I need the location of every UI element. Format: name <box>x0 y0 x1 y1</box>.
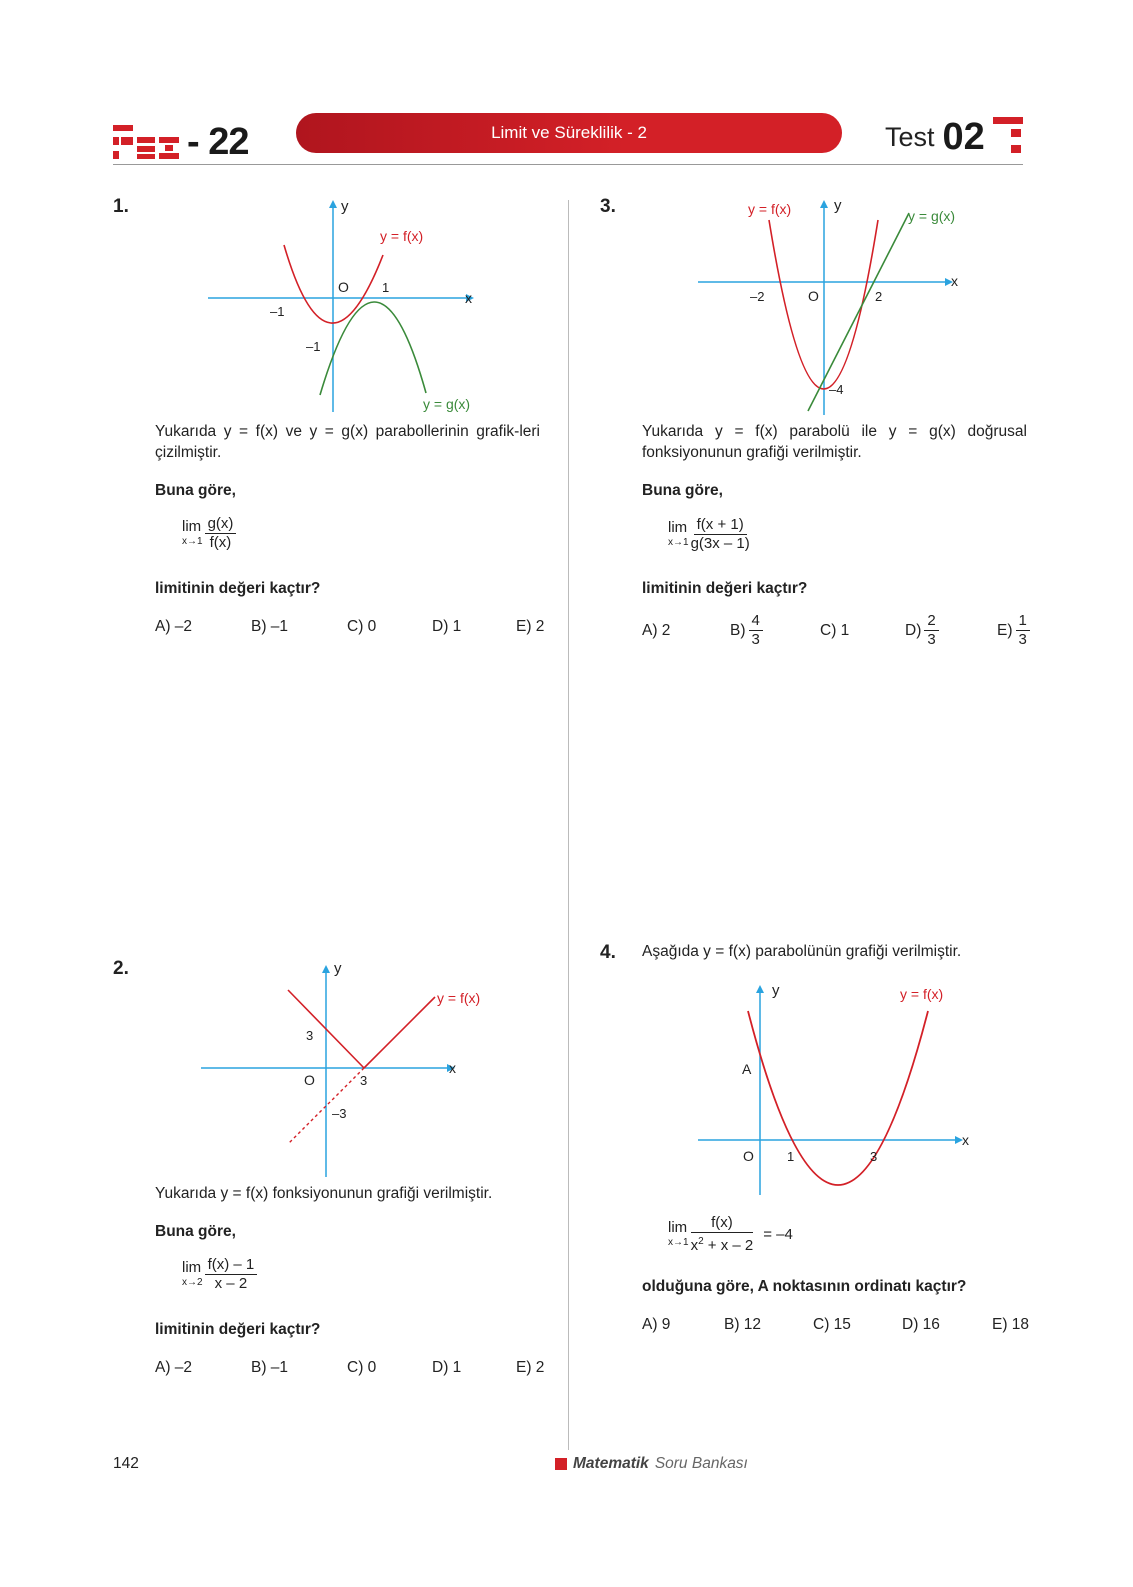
header-divider <box>113 164 1023 165</box>
q1-question: limitinin değeri kaçtır? <box>155 580 321 597</box>
q1-option-b[interactable]: B) –1 <box>251 618 289 635</box>
q4-f-label: y = f(x) <box>900 986 944 1002</box>
q2-number: 2. <box>113 958 129 979</box>
q2-text: Yukarıda y = f(x) fonksiyonunun grafiği verilmiştir. <box>155 1185 493 1202</box>
q4-limit <box>668 1214 793 1255</box>
q3-option-a[interactable]: A) 2 <box>642 621 671 639</box>
q2-option-a[interactable]: A) –2 <box>155 1359 193 1376</box>
test-logo-icon <box>993 115 1023 157</box>
q4-graph <box>690 975 990 1210</box>
q3-option-b-label: B) <box>730 621 746 639</box>
q3-minus-four: –4 <box>829 382 844 397</box>
faz-logo-icon <box>113 121 181 161</box>
q1-lim-num: g(x) <box>205 515 237 534</box>
q4-lim-den-exp: 2 <box>698 1236 704 1247</box>
q2-minus-three: –3 <box>332 1106 347 1121</box>
banner-title: Limit ve Süreklilik - 2 <box>491 123 647 142</box>
q3-lim: lim <box>668 518 688 536</box>
q4-lim-num: f(x) <box>691 1214 753 1233</box>
q1-number: 1. <box>113 196 129 217</box>
brand-rest: Soru Bankası <box>654 1455 748 1472</box>
q3-lim-num: f(x + 1) <box>694 516 747 535</box>
q3-option-d[interactable] <box>905 612 997 649</box>
q4-origin: O <box>743 1148 754 1164</box>
q4-intro: Aşağıda y = f(x) parabolünün grafiği verilmiştir. <box>642 943 962 960</box>
q2-options <box>155 1359 544 1377</box>
faz-logo <box>113 113 248 161</box>
q1-g-label: y = g(x) <box>423 396 471 412</box>
brand-bold: Matematik <box>573 1455 649 1472</box>
q3-f-label: y = f(x) <box>748 201 792 217</box>
q2-graph <box>195 955 495 1185</box>
q3-lim-den: g(3x – 1) <box>690 535 750 552</box>
q4-options <box>642 1316 1029 1334</box>
q2-origin: O <box>304 1072 315 1088</box>
q1-origin: O <box>338 279 349 295</box>
q4-lim-den-rest: + x – 2 <box>703 1237 754 1254</box>
q1-text: Yukarıda y = f(x) ve y = g(x) parabollerinin grafik-leri çizilmiştir. <box>155 423 540 461</box>
q2-x-label: x <box>449 1060 456 1076</box>
q4-option-c[interactable]: C) 15 <box>813 1316 851 1333</box>
q1-x-label: x <box>465 290 472 306</box>
brand-square-icon <box>555 1458 567 1470</box>
q3-option-d-den: 3 <box>927 631 936 648</box>
q4-y-label: y <box>772 982 780 999</box>
q2-lim: lim <box>182 1258 202 1276</box>
q2-three-y: 3 <box>306 1028 314 1043</box>
q3-lim-sub: x→1 <box>668 536 689 548</box>
q4-one: 1 <box>787 1149 795 1164</box>
q2-f-label: y = f(x) <box>437 990 481 1006</box>
q2-option-c[interactable]: C) 0 <box>347 1359 377 1376</box>
q3-option-e-label: E) <box>997 621 1013 639</box>
q2-y-label: y <box>334 960 342 977</box>
q1-option-a[interactable]: A) –2 <box>155 618 193 635</box>
q1-option-c[interactable]: C) 0 <box>347 618 377 635</box>
q4-x-label: x <box>962 1132 969 1148</box>
q3-origin: O <box>808 288 819 304</box>
chapter-banner <box>296 113 842 153</box>
q2-three-x: 3 <box>360 1073 368 1088</box>
q3-text: Yukarıda y = f(x) parabolü ile y = g(x) doğrusal fonksiyonunun grafiği verilmiştir. <box>642 423 1027 461</box>
q3-option-e-den: 3 <box>1018 631 1027 648</box>
q4-a-label: A <box>742 1061 752 1077</box>
q1-f-label: y = f(x) <box>380 228 424 244</box>
q4-option-b[interactable]: B) 12 <box>724 1316 762 1333</box>
q3-x-label: x <box>951 273 958 289</box>
q3-option-d-label: D) <box>905 621 922 639</box>
q2-lim-num: f(x) – 1 <box>205 1256 258 1275</box>
q4-option-d[interactable]: D) 16 <box>902 1316 940 1333</box>
q2-option-e[interactable]: E) 2 <box>516 1359 545 1376</box>
q2-lim-sub: x→2 <box>182 1276 203 1288</box>
q2-limit <box>182 1256 257 1293</box>
q1-lim-sub: x→1 <box>182 535 203 547</box>
q2-option-b[interactable]: B) –1 <box>251 1359 289 1376</box>
q4-option-e[interactable]: E) 18 <box>992 1316 1030 1333</box>
q1-option-d[interactable]: D) 1 <box>432 618 462 635</box>
q1-option-e[interactable]: E) 2 <box>516 618 545 635</box>
test-badge <box>885 115 1023 157</box>
page-number: 142 <box>113 1455 139 1472</box>
q3-options <box>642 612 1030 649</box>
q4-lim-den-x: x <box>690 1237 699 1254</box>
column-divider <box>568 200 569 1450</box>
q3-two: 2 <box>875 289 883 304</box>
q4-lim-rhs: = –4 <box>763 1226 793 1243</box>
q3-limit <box>668 516 750 553</box>
q3-option-e-num: 1 <box>1016 612 1030 631</box>
q3-y-label: y <box>834 197 842 214</box>
q1-lim-den: f(x) <box>209 534 232 551</box>
q1-options <box>155 618 544 636</box>
q4-question: olduğuna göre, A noktasının ordinatı kaçtır? <box>642 1278 967 1295</box>
q3-option-e[interactable] <box>997 612 1030 649</box>
q4-option-a[interactable]: A) 9 <box>642 1316 671 1333</box>
q3-option-d-num: 2 <box>924 612 938 631</box>
q1-one: 1 <box>382 280 390 295</box>
q3-number: 3. <box>600 196 616 217</box>
q4-three: 3 <box>870 1149 878 1164</box>
q1-lim: lim <box>182 517 202 535</box>
footer-brand <box>555 1455 748 1473</box>
q1-limit <box>182 515 236 552</box>
q3-option-c[interactable]: C) 1 <box>820 621 850 639</box>
test-label: Test <box>885 122 935 152</box>
q3-prompt: Buna göre, <box>642 482 723 499</box>
q4-lim: lim <box>668 1218 688 1236</box>
q3-option-b[interactable] <box>730 612 820 649</box>
q3-minus-two: –2 <box>750 289 765 304</box>
faz-number: - 22 <box>187 121 249 163</box>
q2-prompt: Buna göre, <box>155 1223 236 1240</box>
q3-question: limitinin değeri kaçtır? <box>642 580 808 597</box>
q2-option-d[interactable]: D) 1 <box>432 1359 462 1376</box>
q1-y-label: y <box>341 198 349 215</box>
q3-option-b-den: 3 <box>751 631 760 648</box>
q1-minus-one-x: –1 <box>270 304 285 319</box>
q4-lim-den <box>691 1233 754 1255</box>
test-number: 02 <box>942 116 985 158</box>
q1-minus-one-y: –1 <box>306 339 321 354</box>
q2-question: limitinin değeri kaçtır? <box>155 1321 321 1338</box>
q1-graph <box>200 190 500 420</box>
q2-lim-den: x – 2 <box>214 1275 248 1292</box>
q3-g-label: y = g(x) <box>908 208 956 224</box>
q3-graph <box>690 190 990 425</box>
q1-prompt: Buna göre, <box>155 482 236 499</box>
q4-lim-sub: x→1 <box>668 1236 689 1248</box>
q4-number: 4. <box>600 942 616 963</box>
q3-option-b-num: 4 <box>749 612 763 631</box>
